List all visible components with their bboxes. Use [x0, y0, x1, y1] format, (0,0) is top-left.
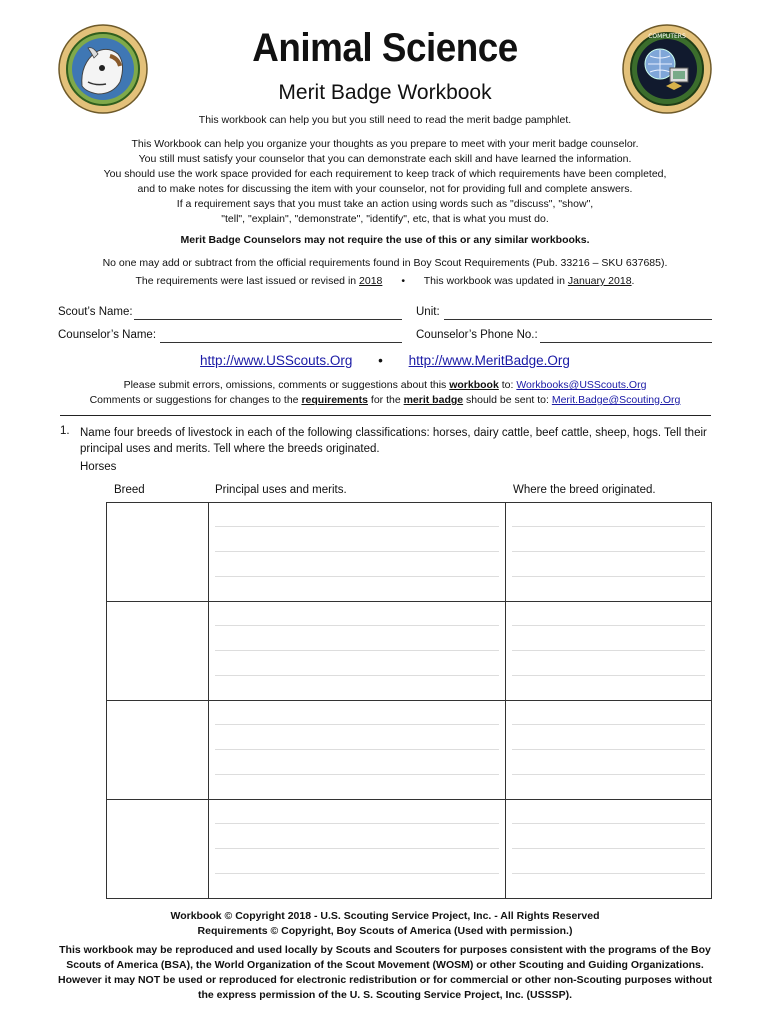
table-row: [107, 701, 712, 800]
revised-year: 2018: [359, 275, 383, 287]
divider: [60, 415, 711, 416]
origin-cell[interactable]: [506, 602, 712, 701]
uses-cell[interactable]: [208, 800, 506, 899]
footer-line: However it may NOT be used or reproduced for electronic redistribution or for commercial or other non-Scouting purposes without: [58, 974, 712, 986]
intro-line: You still must satisfy your counselor that you can demonstrate each skill and have learned the information.: [138, 153, 632, 165]
section-heading: Horses: [80, 461, 117, 473]
table-row: [107, 503, 712, 602]
page-subtitle: Merit Badge Workbook: [278, 81, 492, 104]
requirements-word: requirements: [301, 394, 368, 406]
submit-text: Please submit errors, omissions, comments or suggestions about this: [123, 379, 450, 391]
submit-text: to:: [498, 379, 517, 391]
intro-line: "tell", "explain", "demonstrate", "identify", etc, that is what you must do.: [221, 213, 549, 225]
bullet: •: [401, 275, 405, 287]
intro-line: and to make notes for discussing the item with your counselor, not for providing full and complete answers.: [137, 183, 633, 195]
footer-copyright: Workbook © Copyright 2018 - U.S. Scouting Service Project, Inc. - All Rights Reserved: [170, 910, 600, 922]
counselor-note: Merit Badge Counselors may not require the use of this or any similar workbooks.: [180, 234, 590, 246]
revised-label: The requirements were last issued or revised in: [135, 275, 360, 287]
req-number: 1.: [60, 425, 70, 437]
intro-paragraph: [0, 137, 770, 227]
uses-cell[interactable]: [208, 602, 506, 701]
footer-line: the express permission of the U. S. Scouting Service Project, Inc. (USSSP).: [197, 989, 573, 1001]
submit-line-2: [0, 393, 770, 408]
intro-line: This Workbook can help you organize your thoughts as you prepare to meet with your merit badge counselor.: [131, 138, 639, 150]
uses-cell[interactable]: [208, 701, 506, 800]
column-header-origin: Where the breed originated.: [513, 484, 656, 496]
origin-cell[interactable]: [506, 701, 712, 800]
breed-cell[interactable]: [107, 701, 209, 800]
uses-cell[interactable]: [208, 503, 506, 602]
submit-text: for the: [367, 394, 404, 406]
footer-requirements: Requirements © Copyright, Boy Scouts of America (Used with permission.): [197, 925, 573, 937]
submit-text: Comments or suggestions for changes to the: [89, 394, 302, 406]
unit-field[interactable]: [444, 319, 712, 320]
counselor-phone-label: Counselor’s Phone No.:: [416, 329, 538, 341]
counselor-name-field[interactable]: [160, 342, 402, 343]
counselor-name-label: Counselor’s Name:: [58, 329, 157, 341]
intro-line: You should use the work space provided for each requirement to keep track of which requirements have been completed,: [103, 168, 667, 180]
column-header-uses: Principal uses and merits.: [215, 484, 347, 496]
submit-text: should be sent to:: [463, 394, 552, 406]
table-row: [107, 602, 712, 701]
workbooks-email-link[interactable]: Workbooks@USScouts.Org: [516, 379, 647, 391]
merit-badge-word: merit badge: [403, 394, 464, 406]
counselor-phone-field[interactable]: [540, 342, 712, 343]
origin-cell[interactable]: [506, 800, 712, 899]
intro-lead: This workbook can help you but you still need to read the merit badge pamphlet.: [198, 114, 572, 126]
revision-line: [0, 274, 770, 289]
scout-name-field[interactable]: [134, 319, 402, 320]
usscouts-link[interactable]: http://www.USScouts.Org: [200, 353, 353, 368]
horses-table: [106, 502, 712, 899]
column-header-breed: Breed: [114, 484, 145, 496]
updated-label: This workbook was updated in: [423, 275, 568, 287]
meritbadge-link[interactable]: http://www.MeritBadge.Org: [408, 353, 570, 368]
page-title: Animal Science: [252, 26, 518, 70]
bullet: •: [378, 353, 383, 368]
table-row: [107, 800, 712, 899]
updated-date: January 2018: [567, 275, 632, 287]
scout-name-label: Scout’s Name:: [58, 306, 133, 318]
submit-line-1: [0, 378, 770, 393]
period: .: [631, 275, 635, 287]
footer-line: Scouts of America (BSA), the World Organization of the Scout Movement (WOSM) or other Scouting and Guiding Organizations.: [66, 959, 704, 971]
footer-permission: [0, 943, 770, 1003]
breed-cell[interactable]: [107, 503, 209, 602]
links-row: [0, 353, 770, 368]
breed-cell[interactable]: [107, 602, 209, 701]
merit-badge-email-link[interactable]: Merit.Badge@Scouting.Org: [551, 394, 681, 406]
req-text-line: Name four breeds of livestock in each of the following classifications: horses, dairy cattle, beef cattle, sheep, hogs. Tell their: [80, 427, 707, 439]
workbook-word: workbook: [449, 379, 499, 391]
breed-cell[interactable]: [107, 800, 209, 899]
footer-line: This workbook may be reproduced and used locally by Scouts and Scouters for purposes consistent with the programs of the Boy: [59, 944, 711, 956]
req-text: [80, 425, 720, 457]
unit-label: Unit:: [416, 306, 440, 318]
svg-text:COMPUTERS: COMPUTERS: [648, 33, 686, 40]
intro-line: If a requirement says that you must take an action using words such as "discuss", "show",: [176, 198, 594, 210]
req-text-line: principal uses and merits. Tell where the breeds originated.: [80, 443, 380, 455]
requirements-note: No one may add or subtract from the official requirements found in Boy Scout Requirements (Pub. 33216 – SKU 637685).: [102, 257, 668, 269]
origin-cell[interactable]: [506, 503, 712, 602]
